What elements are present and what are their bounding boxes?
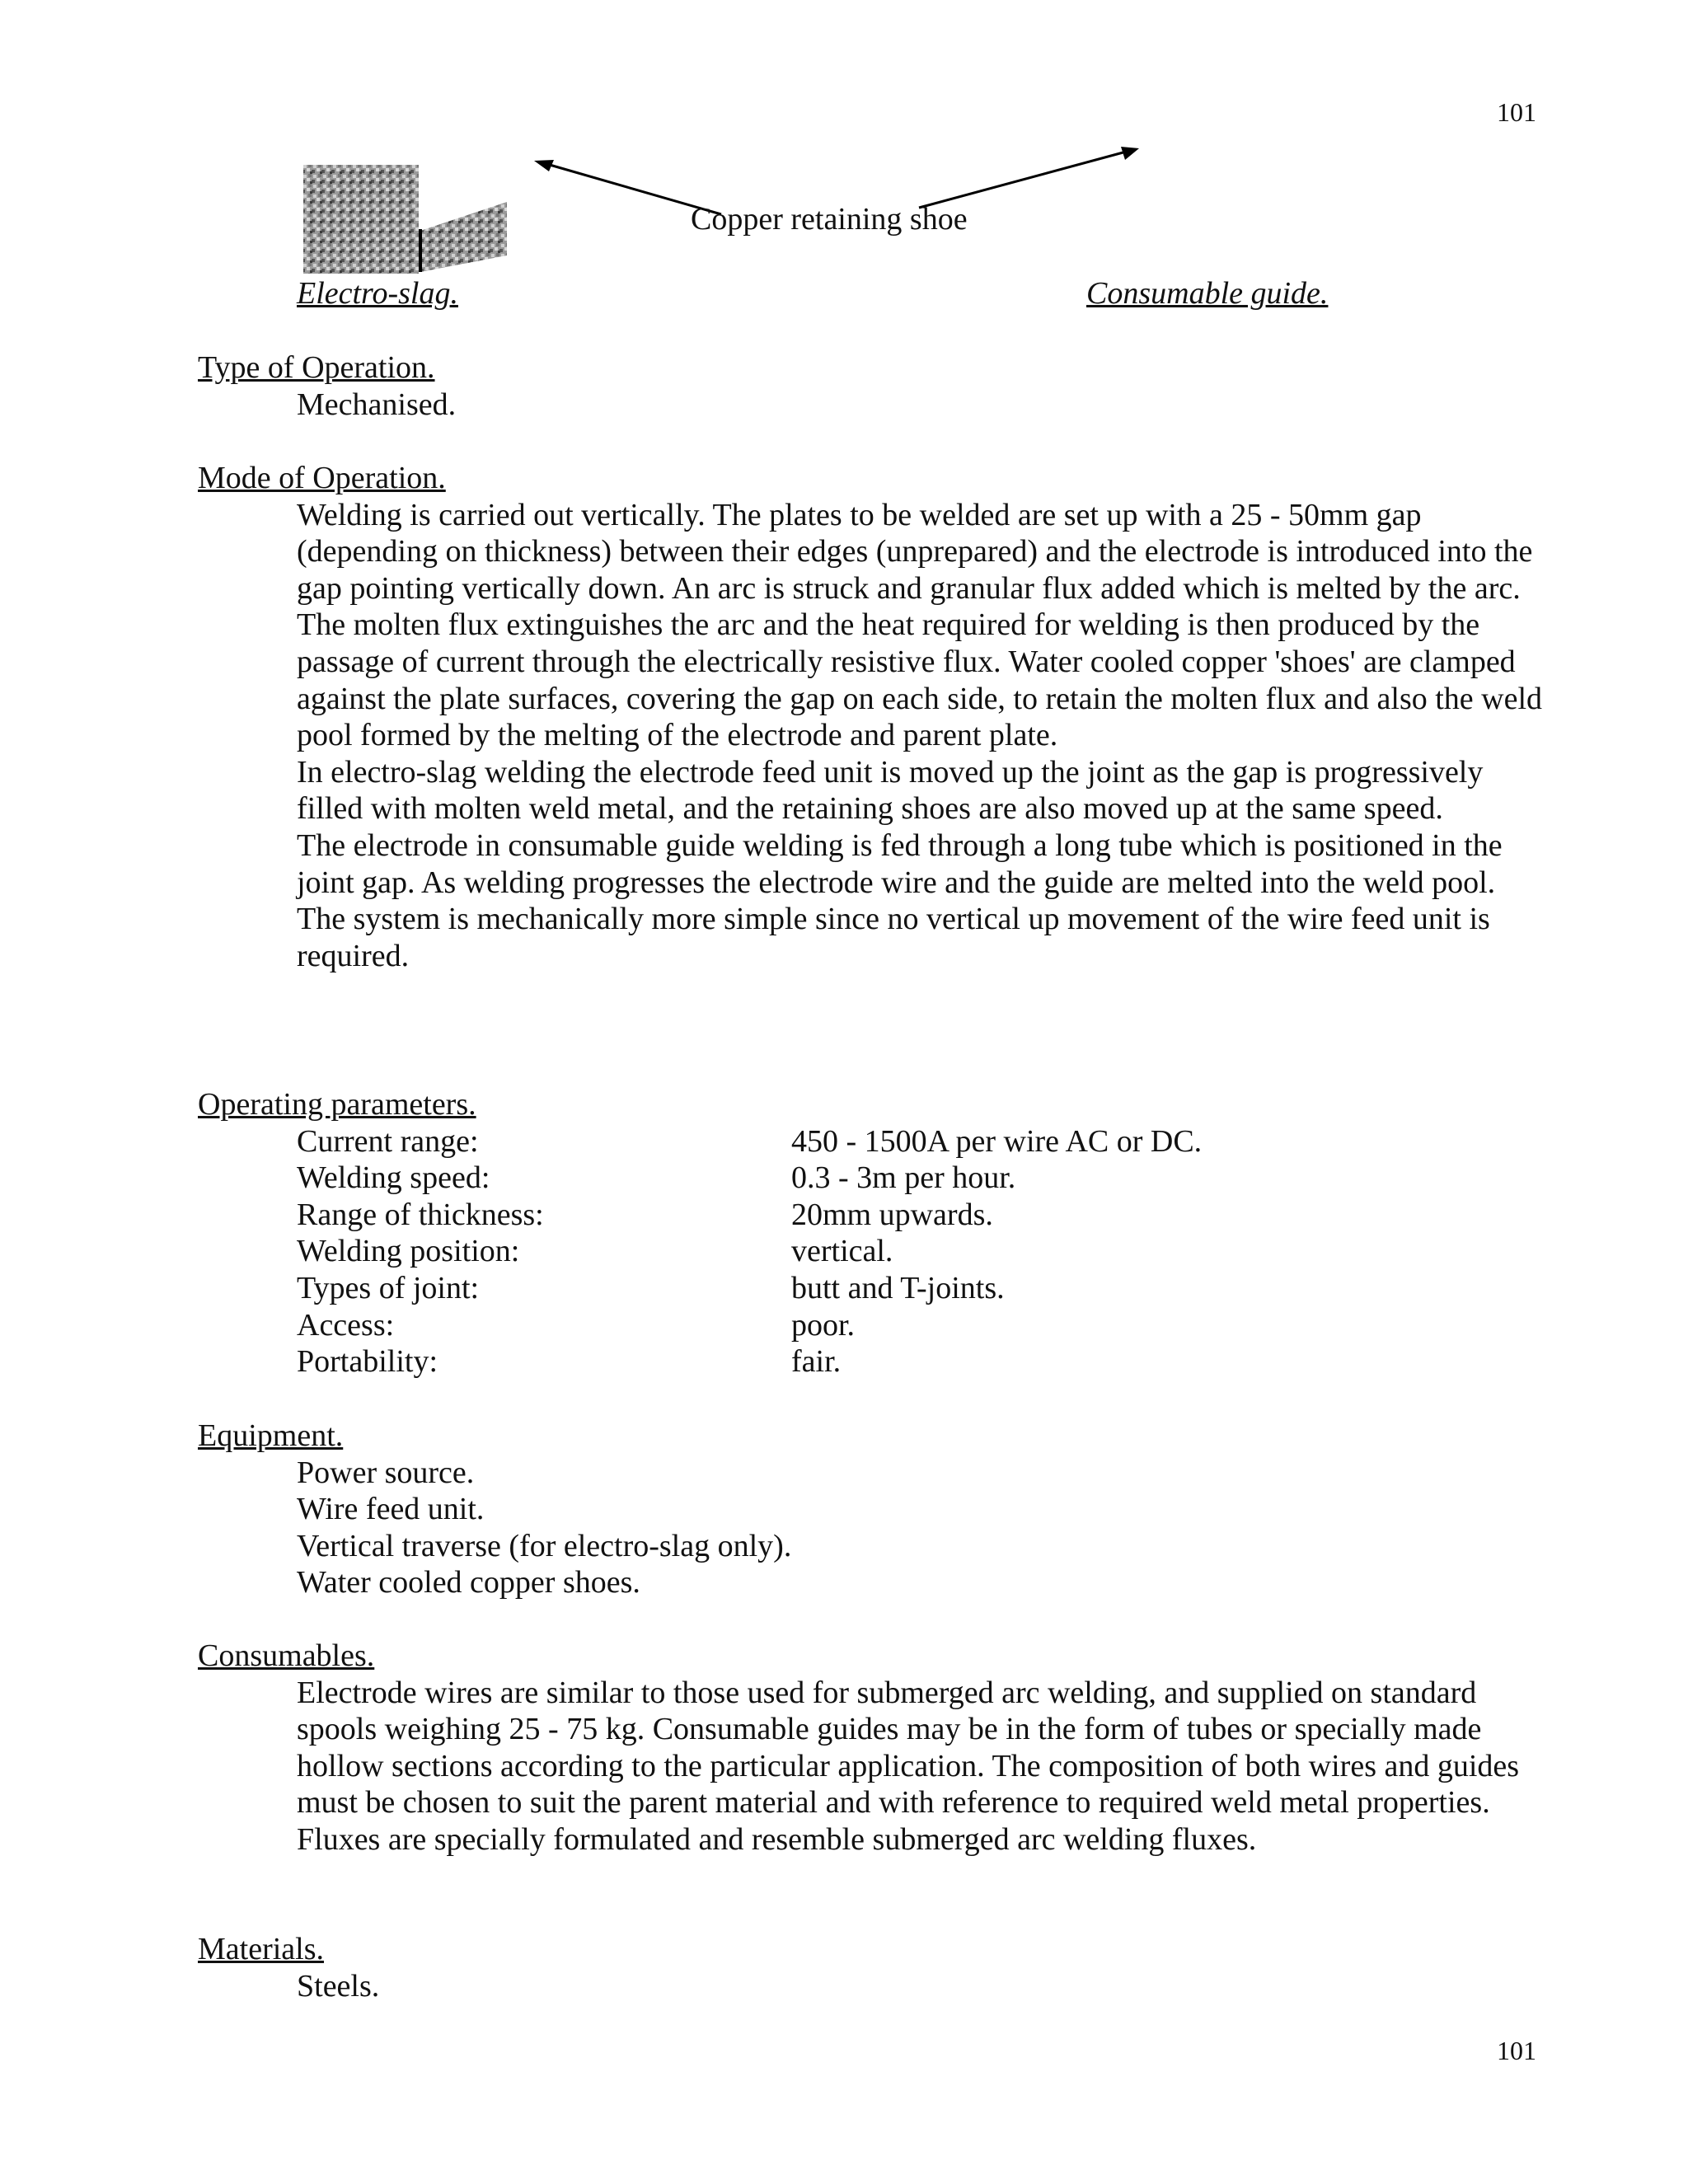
section-operating-parameters <box>198 1086 1550 1380</box>
type-of-operation-text: Mechanised. <box>297 387 457 422</box>
heading-consumables: Consumables. <box>198 1638 375 1673</box>
parameter-label: Welding speed: <box>297 1160 490 1196</box>
figure-graphic <box>0 0 1688 330</box>
weld-plate-wedge <box>420 202 507 272</box>
section-mode-of-operation <box>198 460 1550 974</box>
equipment-item: Vertical traverse (for electro-slag only). <box>297 1528 792 1563</box>
heading-type-of-operation: Type of Operation. <box>198 350 435 385</box>
parameter-label: Access: <box>297 1307 395 1343</box>
parameter-value: poor. <box>791 1307 856 1343</box>
mode-paragraph: In electro-slag welding the electrode feed unit is moved up the joint as the gap is progressively filled with molten weld metal, and the retaining shoes are also moved up at the same speed. <box>297 754 1484 827</box>
parameter-value: vertical. <box>791 1234 893 1269</box>
heading-materials: Materials. <box>198 1932 325 1966</box>
copper-retaining-shoe-label: Copper retaining shoe <box>691 202 968 237</box>
parameter-row <box>297 1160 1550 1197</box>
materials-text: Steels. <box>297 1968 380 2004</box>
parameter-row <box>297 1123 1550 1160</box>
mode-paragraph: The electrode in consumable guide welding is fed through a long tube which is positioned in the joint gap. As welding progresses the electrode wire and the guide are melted into the weld pool. The system is mechanically more simple since no vertical up movement of the wire feed unit is required. <box>297 827 1503 973</box>
section-consumables <box>198 1638 1550 1858</box>
parameter-value: 450 - 1500A per wire AC or DC. <box>791 1123 1203 1159</box>
equipment-item: Wire feed unit. <box>297 1492 485 1527</box>
parameter-label: Portability: <box>297 1344 438 1380</box>
equipment-item: Water cooled copper shoes. <box>297 1565 640 1601</box>
section-type-of-operation <box>198 349 1550 423</box>
arrow-right <box>919 151 1129 208</box>
parameter-label: Range of thickness: <box>297 1197 544 1232</box>
consumables-text: Electrode wires are similar to those used for submerged arc welding, and supplied on standard spools weighing 25 - 75 kg. Consumable guides may be in the form of tubes or specially made hollow sections according to the particular application. The composition of both wires and guides must be chosen to suit the parent material and with reference to required weld metal properties. Fluxes are specially formulated and resemble submerged arc welding fluxes. <box>297 1675 1520 1857</box>
parameter-row <box>297 1197 1550 1234</box>
parameter-label: Types of joint: <box>297 1270 480 1305</box>
caption-consumable-guide: Consumable guide. <box>1086 276 1329 311</box>
equipment-list <box>198 1455 1550 1601</box>
page-number-top: 101 <box>1497 97 1536 127</box>
parameters-table <box>198 1123 1550 1380</box>
parameter-value: butt and T-joints. <box>791 1270 1005 1305</box>
parameter-row <box>297 1307 1550 1344</box>
heading-mode-of-operation: Mode of Operation. <box>198 461 446 495</box>
parameter-label: Current range: <box>297 1123 479 1159</box>
heading-operating-parameters: Operating parameters. <box>198 1087 476 1122</box>
caption-electro-slag: Electro-slag. <box>297 276 458 311</box>
parameter-value: 20mm upwards. <box>791 1197 993 1232</box>
parameter-value: fair. <box>791 1344 842 1380</box>
heading-equipment: Equipment. <box>198 1418 344 1453</box>
parameter-row <box>297 1270 1550 1307</box>
section-equipment <box>198 1418 1550 1601</box>
parameter-row <box>297 1343 1550 1380</box>
weld-plate-image <box>303 165 419 274</box>
mode-paragraph: Welding is carried out vertically. The plates to be welded are set up with a 25 - 50mm gap (depending on thickness) between their edges (unprepared) and the electrode is introduced into the gap pointing vertically down. An arc is struck and granular flux added which is melted by the arc. The molten flux extinguishes the arc and the heat required for welding is then produced by the passage of current through the electrically resistive flux. Water cooled copper 'shoes' are clamped against the plate surfaces, covering the gap on each side, to retain the molten flux and also the weld pool formed by the melting of the electrode and parent plate. <box>297 497 1543 753</box>
parameter-label: Welding position: <box>297 1234 520 1269</box>
parameter-row <box>297 1233 1550 1270</box>
parameter-value: 0.3 - 3m per hour. <box>791 1160 1016 1196</box>
mode-of-operation-body <box>198 497 1550 975</box>
section-materials <box>198 1931 1550 2004</box>
equipment-item: Power source. <box>297 1455 475 1490</box>
page-number-bottom: 101 <box>1497 2036 1536 2065</box>
figure <box>0 0 1688 330</box>
